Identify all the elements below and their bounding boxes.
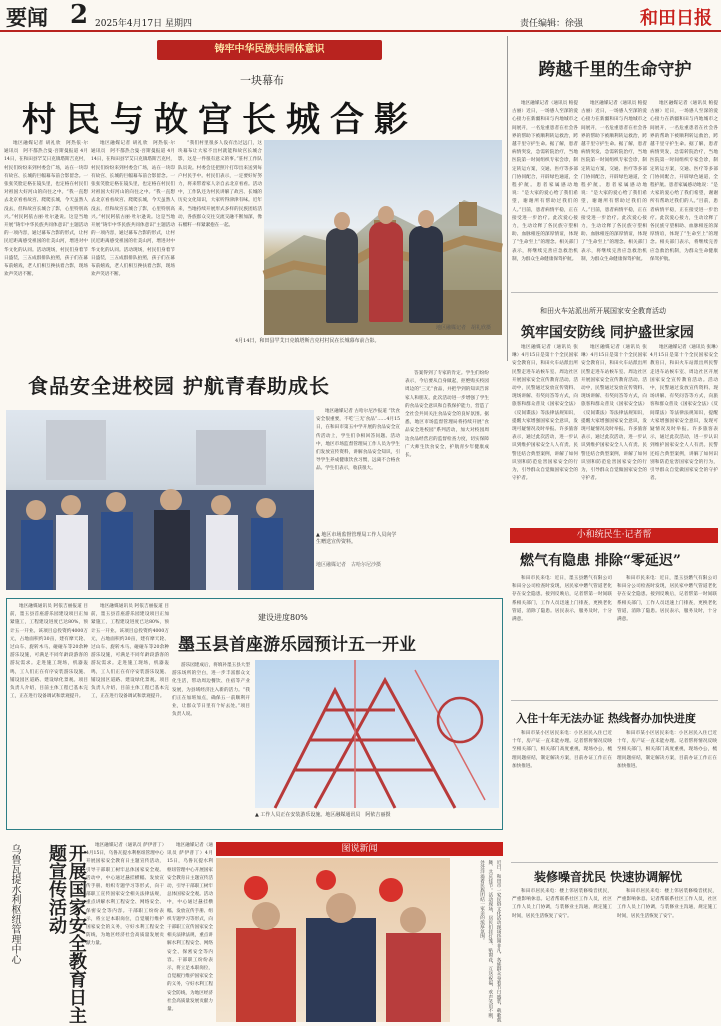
article1-photo [264,140,502,335]
newspaper-logo: 和田日报 [640,8,712,29]
article4-photo-credit: 地区融媒记者 古哈尔尼沙摄 [316,562,382,568]
article2-body-col1: 地区融媒记者（通讯员 帕提古丽）近日，一场感人至深的爱心接力在新疆和田与内地城市之间展开，一名危重患者在社会各界的帮助下被顺利转运救治，跨越千里守护生命。据了解，患者病情突发，急需转院治疗，当地医院第一时间组织专家会诊，制定转运方案，交通、医疗等多部门协同配合，开辟绿色通道，全程护航。患者家属感动地说：“是大家的爱心给了我们希望，谢谢所有帮助过我们的人。”目前，患者病情平稳，正在接受进一步治疗。此次爱心接力，生动诠释了各民族守望相助、血脉相连的深厚情谊，体现了“生命至上”的理念。相关部门表示，将继续完善应急救治机制，为群众生命健康保驾护航。 [512,101,578,262]
editor-credit: 责任编辑：徐强 [520,19,584,29]
sidebar-item2-title: 入住十年无法办证 热线督办加快进度 [516,712,696,725]
article3-body-col3: 地区融媒记者（通讯员 张琳）4月15日是第十个全民国家安全教育日，和田火车站派出所民警走进车站候车室、周边社区开展国家安全宣传教育活动。活动中，民警通过发放宣传资料、现场讲解、有奖问答等方式，向旅客和群众普及《国家安全法》《反间谍法》等法律法规知识，提醒大家增强国家安全意识，发现可疑情况及时举报。许多旅客表示，通过此次活动，进一步认识到维护国家安全人人有责。民警还结合典型案例，讲解了如何识别和防范危害国家安全的行为，引导群众自觉做国家安全的守护者。 [650,345,718,482]
amusement-ride-structure [255,660,499,808]
article5-kicker: 建设进度80% [258,613,308,622]
sidebar-item1-title: 燃气有隐患 排除“零延迟” [520,553,681,569]
villager-1 [326,228,358,323]
article2-body-col3: 地区融媒记者（通讯员 帕提古丽）近日，一场感人至深的爱心接力在新疆和田与内地城市之间展开，一名危重患者在社会各界的帮助下被顺利转运救治，跨越千里守护生命。据了解，患者病情突发，急需转院治疗，当地医院第一时间组织专家会诊，制定转运方案，交通、医疗等多部门协同配合，开辟绿色通道，全程护航。患者家属感动地说：“是大家的爱心给了我们希望，谢谢所有帮助过我们的人。”目前，患者病情平稳，正在接受进一步治疗。此次爱心接力，生动诠释了各民族守望相助、血脉相连的深厚情谊，体现了“生命至上”的理念。相关部门表示，将继续完善应急救治机制，为群众生命健康保驾护航。 [650,101,718,262]
festival-scene [216,858,450,1022]
article1-title: 村民与故宫长城合影 [22,100,418,140]
page-number: 2 [70,0,89,30]
article6-title: 开展国家安全教育日主题宣传活动 [46,844,87,1024]
article6-body-col1: 地区融媒记者（通讯员 萨伊普丁）4月15日，乌鲁瓦提水利枢纽管理中心开展国家安全教育日主题宣传活动，引导干部职工树牢总体国家安全观。活动中，中心通过悬挂横幅、发放宣传手册、组织专题学习等形式，向干部职工宣传国家安全相关法律法规，重点讲解水利工程安全、网络安全、保密安全等内容。干部职工纷纷表示，将立足本职岗位，自觉履行维护国家安全的义务，守好水利工程安全防线，为地区经济社会高质量发展贡献力量。 [86,843,164,947]
page-header [0,0,721,32]
sidebar-section-header [510,528,718,543]
sidebar-item3-title: 装修噪音扰民 快速协调解忧 [534,870,683,884]
article4-body-col2: 答案得到了专家的肯定。学生们纷纷表示，今后要从自身做起，拒绝购买校园周边的“三无”食品，并把学到的知识告诉家人和朋友。此次活动进一步增强了学生的食品安全意识和自我保护能力，营造了全社会共同关注食品安全的良好氛围。据悉，地区市场监督管理局将持续开展“食品安全进校园”系列活动，加大对校园周边食品经营店的监督检查力度，切实保障广大师生饮食安全，护航青少年健康成长。 [405,371,489,459]
article7-body: 近日，和田市一家民俗文化活动现场热闹非凡，各族群众身着节日盛装，载歌载舞，共庆佳节。活动现场，居民们挂灯笼、贴窗花，互送祝福，欢声笑语不断，处处洋溢着民族团结一家亲的浓厚氛围。 [479,860,501,1022]
villager-2 [369,222,403,322]
article3-body-col1: 地区融媒记者（通讯员 张琳）4月15日是第十个全民国家安全教育日，和田火车站派出所民警走进车站候车室、周边社区开展国家安全宣传教育活动。活动中，民警通过发放宣传资料、现场讲解、有奖问答等方式，向旅客和群众普及《国家安全法》《反间谍法》等法律法规知识，提醒大家增强国家安全意识，发现可疑情况及时举报。许多旅客表示，通过此次活动，进一步认识到维护国家安全人人有责。民警还结合典型案例，讲解了如何识别和防范危害国家安全的行为，引导群众自觉做国家安全的守护者。 [512,345,578,482]
banner [157,40,382,60]
article5-title: 墨玉县首座游乐园预计五一开业 [178,635,416,655]
article1-body-col1: 地区融媒记者 胡礼欣 阿热依·尔 通讯员 阿不都热合曼·吾斯曼报道 4月14日，在和田县罕艾日克镇塔斯吉克村，村民们纷纷来到村委会广场，站在一块印有故宫、长城的巨幅幕布前合影留念。一张张笑脸定格在镜头里，也定格在村民们对祖国大好河山的向往之中。“我一直想去北京看看故宫、爬爬长城，今天虽然人没去，但和故宫长城合了影，心里特别高兴。”村民阿依古丽·吐尔逊说。这是当地开展“铸牢中华民族共同体意识”主题活动的一项内容，通过幕布合影的形式，让村民近距离感受祖国的壮美山河，增进对中华文化的认同。活动现场，村民们身着节日盛装，三五成群排队拍照，孩子们在幕布前嬉戏，老人们相互搀扶着合影，现场欢声笑语不断。 [4,141,93,278]
article5-body-col3: 游乐园建成后，将填补墨玉县大型游乐场所的空白，进一步丰富群众文化生活，带动周边餐饮、住宿等产业发展，为县域经济注入新的活力。“我们正在加班加点，确保五一前顺利开业，让群众节日里有个好去处。”项目负责人说。 [172,663,250,718]
article1-body-col3: “我们村里很多人没有出过远门，这块幕布让大家不出村就能和故宫长城合影，这是一件很有意义的事。”驻村工作队队员说。村委会还把照片打印出来送到每户村民手中。村民们表示，一定要好好努力，将来带着家人亲自去北京看看。活动中，工作队还为村民讲解了故宫、长城的历史文化知识，大家听得津津有味。近年来，当地持续开展形式多样的民族团结活动，各族群众交往交流交融不断加深，像石榴籽一样紧紧抱在一起。 [178,141,262,229]
article4-body-col3 [491,370,575,371]
sidebar-item3-body-col1: 和田市居民来电：楼上邻居装修噪音扰民，严重影响休息。记者帮联系社区工作人员，社区工作人员上门协调，与装修业主沟通，规定施工时间，居民生活恢复了安宁。 [512,889,612,919]
sidebar-item1-body-col1: 和田市民来电：近日，墨玉县燃气有限公司和田分公司检查时发现，居民家中燃气管道老化存在安全隐患。接到反映后，记者帮第一时间联系相关部门，工作人员迅速上门排查，更换老化管道，消除了隐患。居民表示，服务及时，十分满意。 [512,576,612,623]
article3-title: 筑牢国安防线 同护盛世家园 [521,325,694,341]
article5-body-col2: 地区融媒通讯员 阿依吉丽报道 目前，墨玉县首座游乐园建设项目正加紧施工，工程建设进度已达80%，预计五一开业。该项目总投资约4000万元，占地面积约30亩，建有摩天轮、过山车、旋转木马、碰碰车等20余种游乐设施，可满足不同年龄段游客的游玩需求。走进施工现场，机器轰鸣，工人们正在有序安装游乐设施、铺设园区道路、建设绿化景观。项目负责人介绍，目前主体工程已基本完工，正在进行设备调试和景观提升。 [91,604,169,700]
article6-kicker: 乌鲁瓦提水利枢纽管理中心 [9,844,20,964]
article1-kicker: 一块幕布 [240,74,284,87]
article1-photo-credit: 地区融媒记者 胡礼欣摄 [436,325,492,331]
photo-news-header [216,842,503,856]
article3-body-col2: 地区融媒记者（通讯员 张琳）4月15日是第十个全民国家安全教育日，和田火车站派出所民警走进车站候车室、周边社区开展国家安全宣传教育活动。活动中，民警通过发放宣传资料、现场讲解、有奖问答等方式，向旅客和群众普及《国家安全法》《反间谍法》等法律法规知识，提醒大家增强国家安全意识，发现可疑情况及时举报。许多旅客表示，通过此次活动，进一步认识到维护国家安全人人有责。民警还结合典型案例，讲解了如何识别和防范危害国家安全的行为，引导群众自觉做国家安全的守护者。 [581,345,647,482]
photo-news-label: 图说新闻 [341,844,378,854]
sidebar-item3-body-col2: 和田市居民来电：楼上邻居装修噪音扰民，严重影响休息。记者帮联系社区工作人员，社区工作人员上门协调，与装修业主沟通，规定施工时间，居民生活恢复了安宁。 [617,889,717,919]
article5-caption: ▲ 工作人员正在安装游乐设施。地区融媒通讯员 阿依吉丽摄 [255,812,391,818]
banner-label: 铸牢中华民族共同体意识 [214,44,325,55]
sidebar-item2-body-col1: 和田市某小区居民来电：小区居民入住已近十年，房产证一直未能办理。记者帮将情况反映至相关部门，相关部门高度重视，现场办公，梳理问题症结，制定解决方案，目前办证工作正在加快推进。 [512,731,612,769]
article3-kicker: 和田火车站派出所开展国家安全教育活动 [540,307,666,315]
article2-body-col2: 地区融媒记者（通讯员 帕提古丽）近日，一场感人至深的爱心接力在新疆和田与内地城市之间展开，一名危重患者在社会各界的帮助下被顺利转运救治，跨越千里守护生命。据了解，患者病情突发，急需转院治疗，当地医院第一时间组织专家会诊，制定转运方案，交通、医疗等多部门协同配合，开辟绿色通道，全程护航。患者家属感动地说：“是大家的爱心给了我们希望，谢谢所有帮助过我们的人。”目前，患者病情平稳，正在接受进一步治疗。此次爱心接力，生动诠释了各民族守望相助、血脉相连的深厚情谊，体现了“生命至上”的理念。相关部门表示，将继续完善应急救治机制，为群众生命健康保驾护航。 [581,101,647,262]
column-name: 要闻 [6,5,48,30]
article2-title: 跨越千里的生命守护 [538,60,692,80]
article4-title: 食品安全进校园 护航青春助成长 [28,374,330,398]
sidebar-item2-body-col2: 和田市某小区居民来电：小区居民入住已近十年，房产证一直未能办理。记者帮将情况反映至相关部门，相关部门高度重视，现场办公，梳理问题症结，制定解决方案，目前办证工作正在加快推进。 [617,731,717,769]
article6-body-col2: 地区融媒记者（通讯员 萨伊普丁）4月15日，乌鲁瓦提水利枢纽管理中心开展国家安全教育日主题宣传活动，引导干部职工树牢总体国家安全观。活动中，中心通过悬挂横幅、发放宣传手册、组织专题学习等形式，向干部职工宣传国家安全相关法律法规，重点讲解水利工程安全、网络安全、保密安全等内容。干部职工纷纷表示，将立足本职岗位，自觉履行维护国家安全的义务，守好水利工程安全防线，为地区经济社会高质量发展贡献力量。 [167,843,213,1013]
villager-3 [409,226,443,323]
article1-body-col2: 地区融媒记者 胡礼欣 阿热依·尔 通讯员 阿不都热合曼·吾斯曼报道 4月14日，在和田县罕艾日克镇塔斯吉克村，村民们纷纷来到村委会广场，站在一块印有故宫、长城的巨幅幕布前合影留念。一张张笑脸定格在镜头里，也定格在村民们对祖国大好河山的向往之中。“我一直想去北京看看故宫、爬爬长城，今天虽然人没去，但和故宫长城合了影，心里特别高兴。”村民阿依古丽·吐尔逊说。这是当地开展“铸牢中华民族共同体意识”主题活动的一项内容，通过幕布合影的形式，让村民近距离感受祖国的壮美山河，增进对中华文化的认同。活动现场，村民们身着节日盛装，三五成群排队拍照，孩子们在幕布前嬉戏，老人们相互搀扶着合影，现场欢声笑语不断。 [91,141,180,278]
article4-body-col1: 地区融媒记者 古哈尔尼沙报道 “饮食安全很重要，不吃‘三无’食品”……4月15日，在和田市第五中学开展的食品安全宣传活动上，学生们争相回答问题。活动中，地区市场监督管理局工作人员为学生们发放宣传资料，讲解食品安全知识，引导学生养成健康饮食习惯，远离不合格食品。学生们表示，收获很大。 [316,409,400,472]
article4-caption: ▲ 地区市场监督管理局工作人员向学生赠送宣传资料。 [316,532,397,545]
article1-caption: 4月14日，和田县罕艾日克镇塔斯吉克村村民在长城幕布前合影。 [235,338,380,344]
sidebar-item1-body-col2: 和田市民来电：近日，墨玉县燃气有限公司和田分公司检查时发现，居民家中燃气管道老化存在安全隐患。接到反映后，记者帮第一时间联系相关部门，工作人员迅速上门排查，更换老化管道，消除了隐患。居民表示，服务及时，十分满意。 [617,576,717,623]
article4-photo [6,410,314,590]
issue-date: 2025年4月17日 星期四 [95,19,192,29]
school-scene [6,410,314,590]
article5-body-col1: 地区融媒通讯员 阿依吉丽报道 目前，墨玉县首座游乐园建设项目正加紧施工，工程建设进度已达80%，预计五一开业。该项目总投资约4000万元，占地面积约30亩，建有摩天轮、过山车、旋转木马、碰碰车等20余种游乐设施，可满足不同年龄段游客的游玩需求。走进施工现场，机器轰鸣，工人们正在有序安装游乐设施、铺设园区道路、建设绿化景观。项目负责人介绍，目前主体工程已基本完工，正在进行设备调试和景观提升。 [10,604,88,700]
article5-photo [255,660,499,808]
article7-photo [216,858,450,1022]
sidebar-section-label: 小和统民生·记者帮 [576,530,652,540]
